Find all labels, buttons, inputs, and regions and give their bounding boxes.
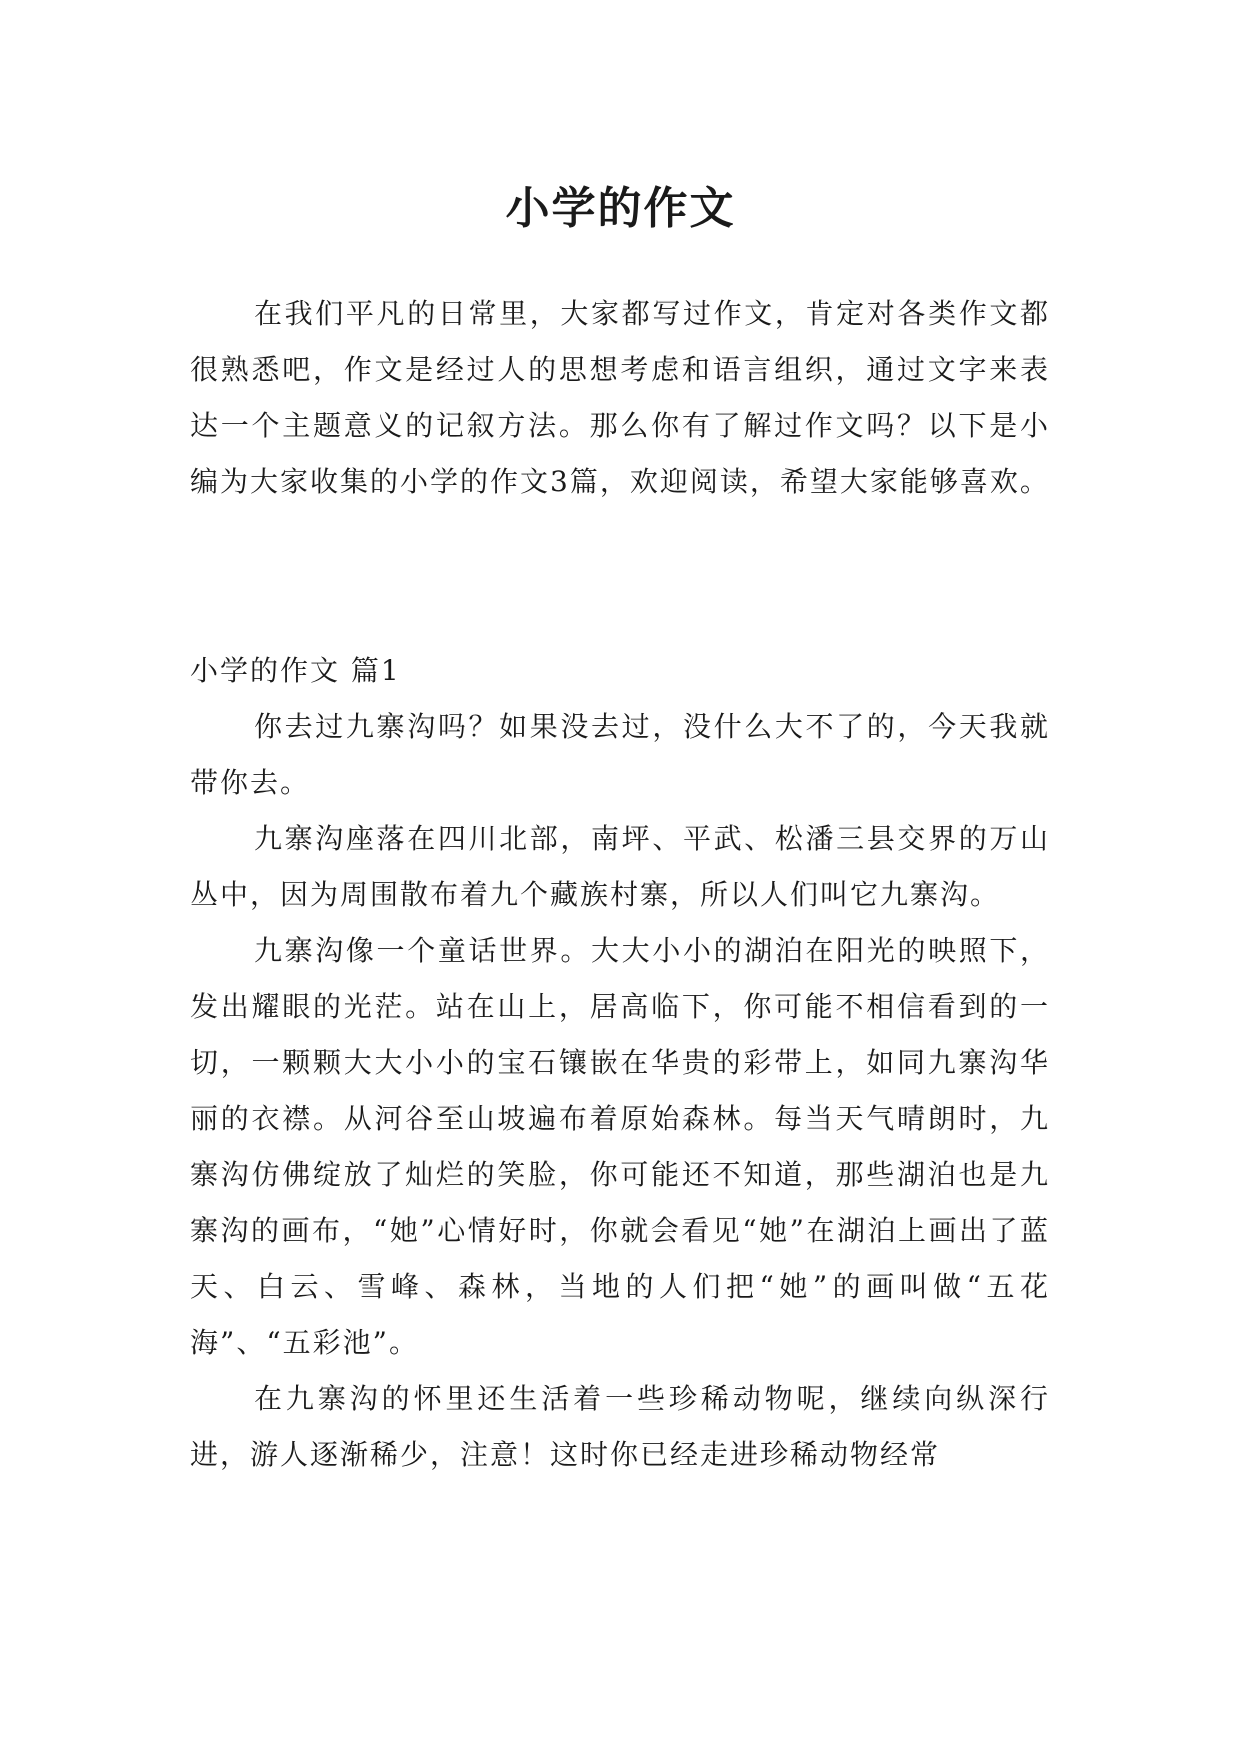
section-body [190, 699, 1050, 1483]
body-paragraph: 在九寨沟的怀里还生活着一些珍稀动物呢，继续向纵深行进，游人逐渐稀少，注意！这时你已经走进珍稀动物经常 [190, 1382, 1050, 1471]
body-paragraph: 九寨沟像一个童话世界。大大小小的湖泊在阳光的映照下，发出耀眼的光茫。站在山上，居高临下，你可能不相信看到的一切，一颗颗大大小小的宝石镶嵌在华贵的彩带上，如同九寨沟华丽的衣襟。从河谷至山坡遍布着原始森林。每当天气晴朗时，九寨沟仿佛绽放了灿烂的笑脸，你可能还不知道，那些湖泊也是九寨沟的画布，“她”心情好时，你就会看见“她”在湖泊上画出了蓝天、白云、雪峰、森林，当地的人们把“她”的画叫做“五花海”、“五彩池”。 [190, 934, 1050, 1359]
document-title: 小学的作文 [505, 183, 736, 235]
section-heading: 小学的作文 篇1 [190, 654, 401, 687]
body-paragraph: 你去过九寨沟吗？如果没去过，没什么大不了的，今天我就带你去。 [190, 710, 1050, 799]
intro-block [190, 286, 1050, 510]
intro-paragraph: 在我们平凡的日常里，大家都写过作文，肯定对各类作文都很熟悉吧，作文是经过人的思想考虑和语言组织，通过文字来表达一个主题意义的记叙方法。那么你有了解过作文吗？以下是小编为大家收集的小学的作文3篇，欢迎阅读，希望大家能够喜欢。 [190, 297, 1050, 498]
body-paragraph: 九寨沟座落在四川北部，南坪、平武、松潘三县交界的万山丛中，因为周围散布着九个藏族村寨，所以人们叫它九寨沟。 [190, 822, 1050, 911]
